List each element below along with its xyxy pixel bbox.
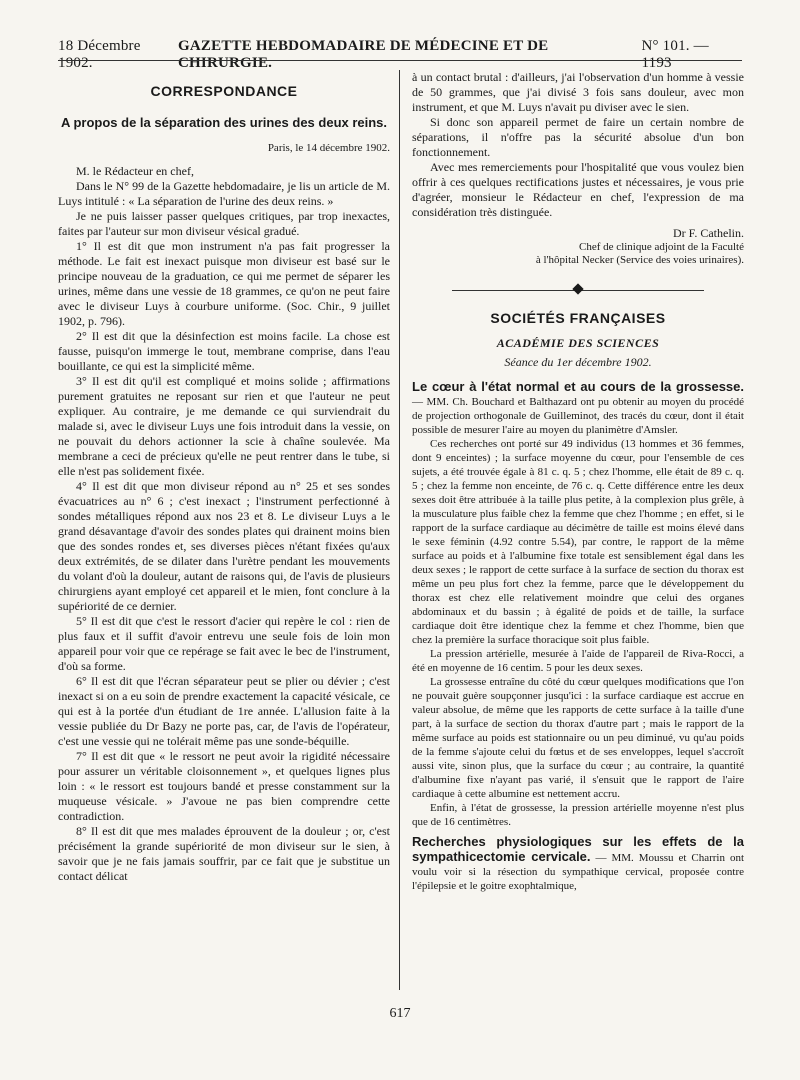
header-journal-title: GAZETTE HEBDOMADAIRE DE MÉDECINE ET DE CHIRURGIE.	[178, 38, 549, 71]
page-number: 617	[389, 1006, 411, 1021]
section-title-societes: SOCIÉTÉS FRANÇAISES	[490, 310, 666, 326]
letter-paragraph: 6° Il est dit que l'écran séparateur peut se plier ou dévier ; c'est inexact si on a eu soin de prendre exactement la capacité vésicale, ce qui est à la portée d'un étudiant de 1re année. L'allusion faite à la vessie publiée du Dr Bazy ne porte pas, car, de l'avis de l'opérateur, c'est une vessie qui ne tolérait même pas une sonde-béquille.	[58, 674, 390, 748]
article-title: A propos de la séparation des urines des deux reins.	[60, 115, 388, 130]
left-column	[58, 70, 390, 884]
ornamental-divider	[452, 283, 704, 297]
letter-paragraph: 1° Il est dit que mon instrument n'a pas fait progresser la méthode. Le fait est inexact puisque mon diviseur est basé sur le principe nouveau de la graduation, ce qui me permet de séparer les urines, même dans une vessie de 18 grammes, ce qu'on ne peut faire avec le diviseur Luys à courbure uniforme. (Soc. Chir., 9 juillet 1902, p. 796).	[58, 239, 390, 328]
column-divider	[399, 70, 400, 990]
letter-paragraph: à un contact brutal : d'ailleurs, j'ai l'observation d'un homme à vessie de 50 grammes, que j'ai divisé 3 fois sans douleur, avec mon instrument, et que M. Luys n'avait pu diviser avec le sien.	[412, 70, 744, 114]
letter-paragraph: Avec mes remerciements pour l'hospitalité que vous voulez bien offrir à ces quelques rectifications justes et nécessaires, je vous prie d'agréer, monsieur le Rédacteur en chef, l'expression de ma considération très distinguée.	[412, 160, 744, 219]
letter-paragraph: Je ne puis laisser passer quelques critiques, par trop inexactes, faites par l'auteur sur mon diviseur vésical gradué.	[58, 209, 390, 238]
article-heading: Recherches physiologiques sur les effets de la sympathicectomie cervicale.	[412, 834, 744, 864]
affiliation-line: Chef de clinique adjoint de la Faculté	[579, 241, 744, 253]
right-column	[412, 70, 744, 893]
article-paragraph: La grossesse entraîne du côté du cœur quelques modifications que l'on ne pouvait guère soupçonner jusqu'ici : la surface cardiaque est accrue en valeur absolue, de même que les rapports de cette surface à la taille d'une part, à la surface de section du thorax d'autre part ; mais le rapport de la même surface au poids est stationnaire ou un peu diminué, vu qu'au poids de la femme s'ajoute celui du fœtus et de ses enveloppes, lequel s'accroît aussi vite, sinon plus, que la surface du cœur ; au contraire, la quantité d'albumine fixe n'ayant pas varié, il s'ensuit que le rapport de l'aire cardiaque à cette albumine est nettement accru.	[412, 676, 744, 800]
signature: Dr F. Cathelin.	[672, 226, 744, 240]
article-heading: Le cœur à l'état normal et au cours de la grossesse.	[412, 379, 744, 394]
letter-paragraph: 2° Il est dit que la désinfection est moins facile. La chose est fausse, puisqu'on immerge le tout, membrane comprise, dans l'eau bouillante, ce qui est la simplicité même.	[58, 329, 390, 373]
article-paragraph: Enfin, à l'état de grossesse, la pression artérielle moyenne n'est plus que de 16 centimètres.	[412, 802, 744, 828]
article-lead-text: — MM. Ch. Bouchard et Balthazard ont pu obtenir au moyen du procédé de projection orthogonale de Guilleminot, des tracés du cœur, dont il était possible de mesurer l'aire au moyen du planimètre d'Amsler.	[412, 396, 744, 436]
letter-paragraph: 5° Il est dit que c'est le ressort d'acier qui repère le col : rien de plus faux et il suffit d'avoir entrevu une seule fois de loin mon appareil pour voir que ce repérage se fait avec le bec de l'instrument, d'où sa forme.	[58, 614, 390, 673]
salutation: M. le Rédacteur en chef,	[76, 164, 194, 178]
header-date: 18 Décembre 1902.	[58, 38, 141, 71]
article-lead-text: — MM. Moussu et Charrin ont voulu voir si la résection du sympathique cervical, proposée contre l'épilepsie et le goitre exophtalmique,	[412, 852, 744, 892]
letter-paragraph: 7° Il est dit que « le ressort ne peut avoir la rigidité nécessaire pour assurer un véritable cloisonnement », et quelques lignes plus loin : « le ressort est toujours bandé et presse constamment sur la muqueuse vésicale. » J'avoue ne pas bien comprendre cette contradiction.	[58, 749, 390, 823]
dateline: Paris, le 14 décembre 1902.	[267, 142, 390, 154]
letter-paragraph: 8° Il est dit que mes malades éprouvent de la douleur ; or, c'est précisément la grande supériorité de mon diviseur sur le sien, à savoir que je ne fais jamais souffrir, par ce fait que je substitue un contact délicat	[58, 824, 390, 883]
diamond-ornament-icon	[572, 283, 583, 294]
letter-paragraph: Dans le N° 99 de la Gazette hebdomadaire, je lis un article de M. Luys intitulé : « La séparation de l'urine des deux reins. »	[58, 179, 390, 208]
article-paragraph: La pression artérielle, mesurée à l'aide de l'appareil de Riva-Rocci, a été en moyenne de 16 centim. 5 pour les deux sexes.	[412, 648, 744, 674]
running-header	[58, 38, 742, 72]
letter-paragraph: Si donc son appareil permet de faire un certain nombre de séparations, il n'offre pas la sécurité absolue d'un bon fonctionnement.	[412, 115, 744, 159]
letter-paragraph: 3° Il est dit qu'il est compliqué et moins solide ; affirmations purement gratuites ne reposant sur rien et que l'auteur ne peut expliquer. Au contraire, je me demande ce qui surviendrait du malade si, avec le diviseur Luys une fois introduit dans la vessie, on ne pouvait du dehors actionner la scie à chaîne soulevée. Ma membrane a ceci de précieux qu'elle ne peut rentrer dans le tube, si elle n'est pas solidement fixée.	[58, 374, 390, 478]
seance-date: Séance du 1er décembre 1902.	[504, 355, 652, 369]
article-paragraph: Ces recherches ont porté sur 49 individus (13 hommes et 36 femmes, dont 9 enceintes) ; la surface moyenne du cœur, pour l'ensemble de ces sujets, a été trouvée égale à 81 c. q. 5 ; chez l'homme, elle était de 89 c. q. 5 ; chez la femme non enceinte, de 76 c. q. Cette différence entre les deux sexes doit être attribuée à la taille plus petite, à la complexion plus grêle, à la musculature plus faible chez la femme que chez l'homme ; en effet, si le rapport de la surface cardiaque au décimètre de taille est moins élevé dans le sexe féminin (4.92 contre 5.54), par contre, le rapport de la même surface au poids et à l'albumine fixe totale est sensiblement égal dans les deux sexes ; le rapport de cette surface à la surface de section du thorax est même un peu plus fort chez la femme, parce que le développement du thorax est chez elle relativement moindre que celui des organes abdominaux et du bassin ; à égalité de poids et de taille, la surface cardiaque doit être identique chez la femme et chez l'homme, bien que chez la première la surface thoracique soit plus faible.	[412, 438, 744, 646]
article-lead	[412, 835, 744, 893]
header-issue: N° 101. — 1193	[641, 38, 709, 71]
letter-paragraph: 4° Il est dit que mon diviseur répond au n° 25 et ses sondes évacuatrices au n° 6 ; c'est inexact ; l'instrument perfectionné à sondes métalliques répond aux nos 23 et 8. Le diviseur Luys a le grand désavantage d'avoir des sondes plates qui drainent moins bien que des sondes rondes et, ses diverses pièces n'étant fixées qu'aux deux extrémités, de se dilater dans l'urètre pendant les mouvements du volant d'où la douleur, autant de raisons qui, de l'avis de plusieurs chirurgiens ayant employé cet appareil et le mien, font conclure à la supériorité de ce dernier.	[58, 479, 390, 613]
academy-heading: ACADÉMIE DES SCIENCES	[496, 336, 660, 350]
article-lead	[412, 380, 744, 437]
header-rule	[58, 60, 742, 61]
affiliation-line: à l'hôpital Necker (Service des voies urinaires).	[535, 254, 744, 266]
section-title-correspondance: CORRESPONDANCE	[150, 83, 298, 99]
